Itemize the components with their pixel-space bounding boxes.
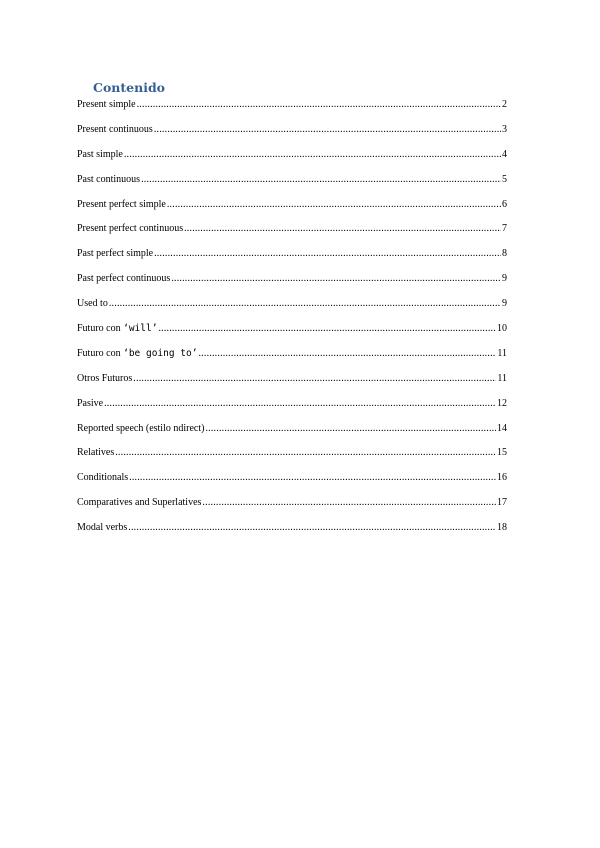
toc-entry-label: Past perfect simple bbox=[77, 248, 154, 260]
toc-page-number: 15 bbox=[497, 447, 507, 459]
toc-leader-dots bbox=[154, 123, 501, 137]
toc-leader-dots bbox=[129, 471, 496, 485]
toc-entry[interactable] bbox=[77, 198, 507, 223]
toc-leader-dots bbox=[137, 98, 501, 112]
toc-entry-label: Present perfect continuous bbox=[77, 223, 184, 235]
toc-entry-label: Past perfect continuous bbox=[77, 273, 171, 285]
toc-entry[interactable] bbox=[77, 222, 507, 247]
toc-leader-dots bbox=[198, 347, 496, 361]
toc-entry-label: Otros Futuros bbox=[77, 372, 133, 384]
toc-page-number: 10 bbox=[497, 323, 507, 335]
toc-leader-dots bbox=[124, 148, 501, 162]
toc-entry[interactable] bbox=[77, 247, 507, 272]
toc-page-number: 2 bbox=[502, 99, 507, 110]
toc-leader-dots bbox=[109, 297, 501, 311]
toc-entry[interactable] bbox=[77, 98, 507, 123]
toc-entry[interactable] bbox=[77, 173, 507, 198]
toc-leader-dots bbox=[128, 521, 496, 535]
toc-entry[interactable] bbox=[77, 123, 507, 148]
toc-entry[interactable] bbox=[77, 521, 507, 546]
toc-entry-label: Present continuous bbox=[77, 123, 153, 135]
toc-page-number: 18 bbox=[497, 522, 507, 534]
toc-leader-dots bbox=[202, 496, 496, 510]
toc-entry-label: Past simple bbox=[77, 148, 123, 160]
toc-page-number: 9 bbox=[502, 273, 507, 285]
toc-entry-label: Conditionals bbox=[77, 472, 129, 484]
toc-entry[interactable] bbox=[77, 471, 507, 496]
toc-entry[interactable] bbox=[77, 322, 507, 347]
toc-entry-label: Past continuous bbox=[77, 173, 141, 185]
toc-entry-label: Reported speech (estilo ndirect) bbox=[77, 422, 205, 434]
toc-entry[interactable] bbox=[77, 397, 507, 422]
toc-page-number: 16 bbox=[497, 472, 507, 484]
toc-entry-label bbox=[77, 322, 157, 336]
toc-entry-label: Relatives bbox=[77, 447, 115, 459]
toc-page-number: 11 bbox=[497, 347, 507, 359]
toc-entry-label-code: ‘be going to’ bbox=[123, 347, 198, 359]
toc-page-number: 5 bbox=[502, 173, 507, 185]
toc-entry-label-prefix: Futuro con bbox=[77, 347, 124, 359]
toc-leader-dots bbox=[115, 446, 496, 460]
toc-entry-label: Used to bbox=[77, 298, 108, 310]
toc-page-number: 3 bbox=[502, 123, 507, 135]
toc-entry[interactable] bbox=[77, 297, 507, 322]
toc-page-number: 7 bbox=[502, 223, 507, 235]
toc-page-number: 9 bbox=[502, 298, 507, 310]
toc-entry[interactable] bbox=[77, 446, 507, 471]
toc-entry[interactable] bbox=[77, 422, 507, 447]
toc-entry[interactable] bbox=[77, 272, 507, 297]
toc-entry-label: Comparatives and Superlatives bbox=[77, 497, 202, 509]
toc-entry[interactable] bbox=[77, 496, 507, 521]
toc-leader-dots bbox=[205, 422, 496, 436]
toc-leader-dots bbox=[104, 397, 496, 411]
toc-page-number: 14 bbox=[497, 422, 507, 434]
toc-leader-dots bbox=[167, 198, 501, 212]
toc-page-number: 4 bbox=[502, 148, 507, 160]
toc-page-number: 17 bbox=[497, 497, 507, 509]
toc-entry[interactable] bbox=[77, 148, 507, 173]
toc-title: Contenido bbox=[93, 80, 166, 95]
toc-page-number: 8 bbox=[502, 248, 507, 260]
toc-entry-label: Present simple bbox=[77, 99, 136, 110]
toc-entry-label-code: ‘will’ bbox=[123, 323, 158, 335]
toc-leader-dots bbox=[184, 222, 501, 236]
toc-leader-dots bbox=[158, 322, 496, 336]
toc-leader-dots bbox=[171, 272, 501, 286]
toc-entry[interactable] bbox=[77, 372, 507, 397]
table-of-contents bbox=[77, 98, 507, 546]
toc-page-number: 12 bbox=[497, 397, 507, 409]
toc-leader-dots bbox=[154, 247, 501, 261]
toc-entry-label-prefix: Futuro con bbox=[77, 323, 124, 335]
toc-entry-label: Modal verbs bbox=[77, 522, 128, 534]
toc-entry-label: Present perfect simple bbox=[77, 198, 166, 210]
toc-entry[interactable] bbox=[77, 347, 507, 372]
toc-leader-dots bbox=[133, 372, 496, 386]
toc-page-number: 6 bbox=[502, 198, 507, 210]
toc-leader-dots bbox=[141, 173, 501, 187]
toc-page-number: 11 bbox=[497, 372, 507, 384]
toc-entry-label bbox=[77, 347, 197, 361]
toc-entry-label: Pasive bbox=[77, 397, 104, 409]
